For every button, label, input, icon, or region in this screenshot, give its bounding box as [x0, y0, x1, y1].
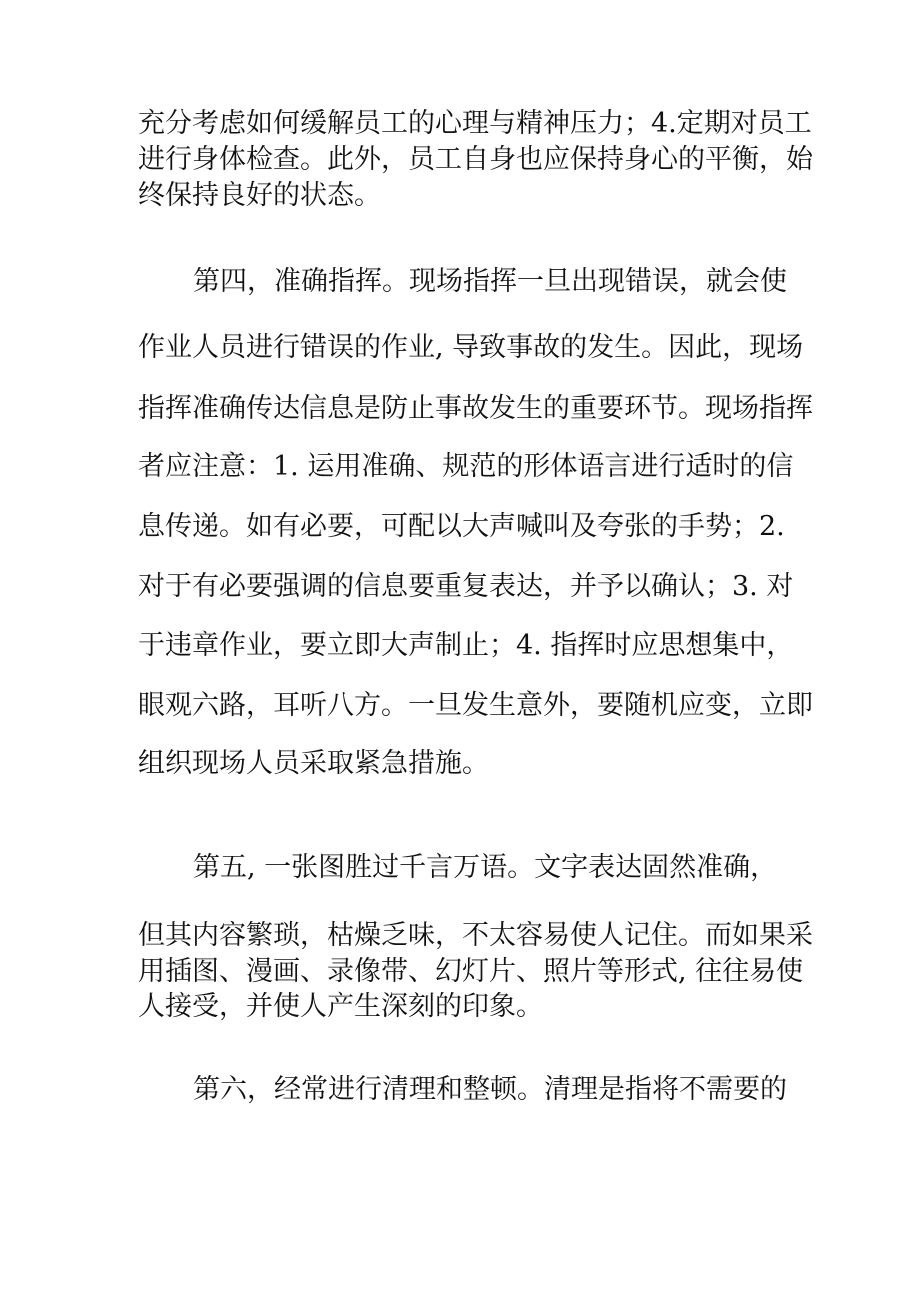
paragraph-2-line-6: 对于有必要强调的信息要重复表达，并予以确认；3. 对: [138, 571, 794, 602]
paragraph-2-line-3: 指挥准确传达信息是防止事故发生的重要环节。现场指挥: [138, 393, 813, 424]
paragraph-1-line-1: 充分考虑如何缓解员工的心理与精神压力；4.定期对员工: [138, 108, 812, 139]
paragraph-2-line-7: 于违章作业，要立即大声制止；4. 指挥时应思想集中，: [138, 630, 794, 661]
paragraph-1-line-3: 终保持良好的状态。: [138, 180, 381, 211]
paragraph-3-line-4: 人接受，并使人产生深刻的印象。: [138, 991, 543, 1022]
paragraph-2-line-5: 息传递。如有必要，可配以大声喊叫及夸张的手势；2.: [138, 511, 785, 542]
paragraph-4-line-1: 第六，经常进行清理和整顿。清理是指将不需要的: [193, 1074, 787, 1105]
paragraph-2-line-1: 第四，准确指挥。现场指挥一旦出现错误，就会使: [193, 266, 787, 297]
paragraph-3-line-1: 第五, 一张图胜过千言万语。文字表达固然准确，: [193, 852, 778, 883]
paragraph-2-line-4: 者应注意：1. 运用准确、规范的形体语言进行适时的信: [138, 451, 794, 482]
paragraph-2-line-9: 组织现场人员采取紧急措施。: [138, 748, 489, 779]
paragraph-1-line-2: 进行身体检查。此外，员工自身也应保持身心的平衡，始: [138, 144, 813, 175]
paragraph-3-line-3: 用插图、漫画、录像带、幻灯片、照片等形式, 往往易使: [138, 956, 804, 987]
paragraph-2-line-8: 眼观六路，耳听八方。一旦发生意外，要随机应变，立即: [138, 690, 813, 721]
paragraph-3-line-2: 但其内容繁琐，枯燥乏味，不太容易使人记住。而如果采: [138, 920, 813, 951]
paragraph-2-line-2: 作业人员进行错误的作业, 导致事故的发生。因此，现场: [138, 332, 804, 363]
